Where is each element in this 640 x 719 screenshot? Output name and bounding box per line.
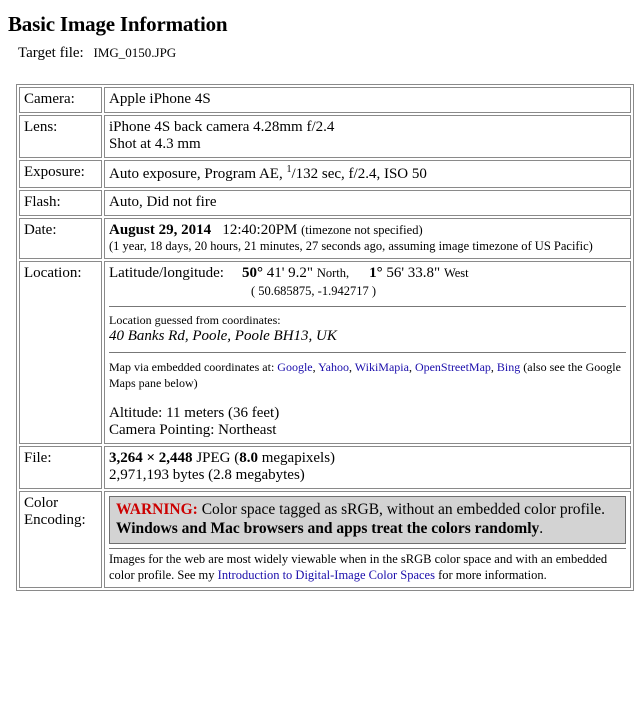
flash-row <box>19 190 631 216</box>
map-link-wikimapia[interactable]: WikiMapia <box>354 360 409 374</box>
map-link-openstreetmap[interactable]: OpenStreetMap <box>414 360 491 374</box>
divider <box>109 352 626 353</box>
color-note: Images for the web are most widely viewable when in the sRGB color space and with an embedded color profile. See my Introduction to Digital-Image Color Spaces for more information. <box>109 552 608 582</box>
altitude: Altitude: 11 meters (36 feet) <box>109 405 280 421</box>
color-label: Color Encoding: <box>19 491 102 588</box>
guess-label: Location guessed from coordinates: <box>109 313 281 327</box>
flash-value: Auto, Did not fire <box>104 190 631 216</box>
latlong <box>109 265 626 282</box>
map-links: Map via embedded coordinates at: Google, Yahoo, WikiMapia, OpenStreetMap, Bing (also see the Google Maps pane below) <box>109 360 621 390</box>
latlong-label: Latitude/longitude: <box>109 265 224 281</box>
target-file <box>18 45 632 62</box>
exposure-row <box>19 160 631 188</box>
divider <box>109 306 626 307</box>
divider <box>109 548 626 549</box>
lens-label: Lens: <box>19 115 102 158</box>
file-size: 2,971,193 bytes (2.8 megabytes) <box>109 467 305 483</box>
color-spaces-link[interactable]: Introduction to Digital-Image Color Spaces <box>217 567 435 582</box>
page-title: Basic Image Information <box>8 12 228 36</box>
date-value: August 29, 2014 <box>109 222 212 238</box>
color-warning: WARNING: Color space tagged as sRGB, without an embedded color profile. Windows and Mac browsers and apps treat the colors randomly. <box>109 496 626 544</box>
lens-row <box>19 115 631 158</box>
location-label: Location: <box>19 261 102 444</box>
decimal-coords: ( 50.685875, -1.942717 ) <box>251 284 376 298</box>
file-label: File: <box>19 446 102 489</box>
timezone-note: (timezone not specified) <box>301 223 423 237</box>
date-ago: (1 year, 18 days, 20 hours, 21 minutes, 27 seconds ago, assuming image timezone of US Pacific) <box>109 239 593 253</box>
date-label: Date: <box>19 218 102 259</box>
lens-model: iPhone 4S back camera 4.28mm f/2.4 <box>109 119 335 135</box>
file-dimensions: 3,264 × 2,448 JPEG (8.0 megapixels) <box>109 450 336 466</box>
lens-focal: Shot at 4.3 mm <box>109 136 201 152</box>
map-link-yahoo[interactable]: Yahoo <box>318 360 349 374</box>
camera-value: Apple iPhone 4S <box>104 87 631 113</box>
exposure-value: Auto exposure, Program AE, $^1$/132 sec, f/2.4, ISO 50 <box>104 160 631 188</box>
info-table <box>16 84 634 591</box>
address: 40 Banks Rd, Poole, Poole BH13, UK <box>109 328 337 344</box>
longitude: 1° 56' 33.8" West <box>369 265 469 281</box>
camera-row <box>19 87 631 113</box>
color-row <box>19 491 631 588</box>
file-row <box>19 446 631 489</box>
target-file-value: IMG_0150.JPG <box>93 45 177 60</box>
date-row <box>19 218 631 259</box>
map-link-bing[interactable]: Bing <box>496 360 521 374</box>
camera-pointing: Camera Pointing: Northeast <box>109 422 277 438</box>
location-row <box>19 261 631 444</box>
flash-label: Flash: <box>19 190 102 216</box>
map-link-google[interactable]: Google <box>277 360 313 374</box>
latitude: 50° 41' 9.2" North, <box>241 265 350 281</box>
target-file-label: Target file: <box>18 45 84 61</box>
exposure-label: Exposure: <box>19 160 102 188</box>
time-value: 12:40:20PM <box>222 222 298 238</box>
camera-label: Camera: <box>19 87 102 113</box>
